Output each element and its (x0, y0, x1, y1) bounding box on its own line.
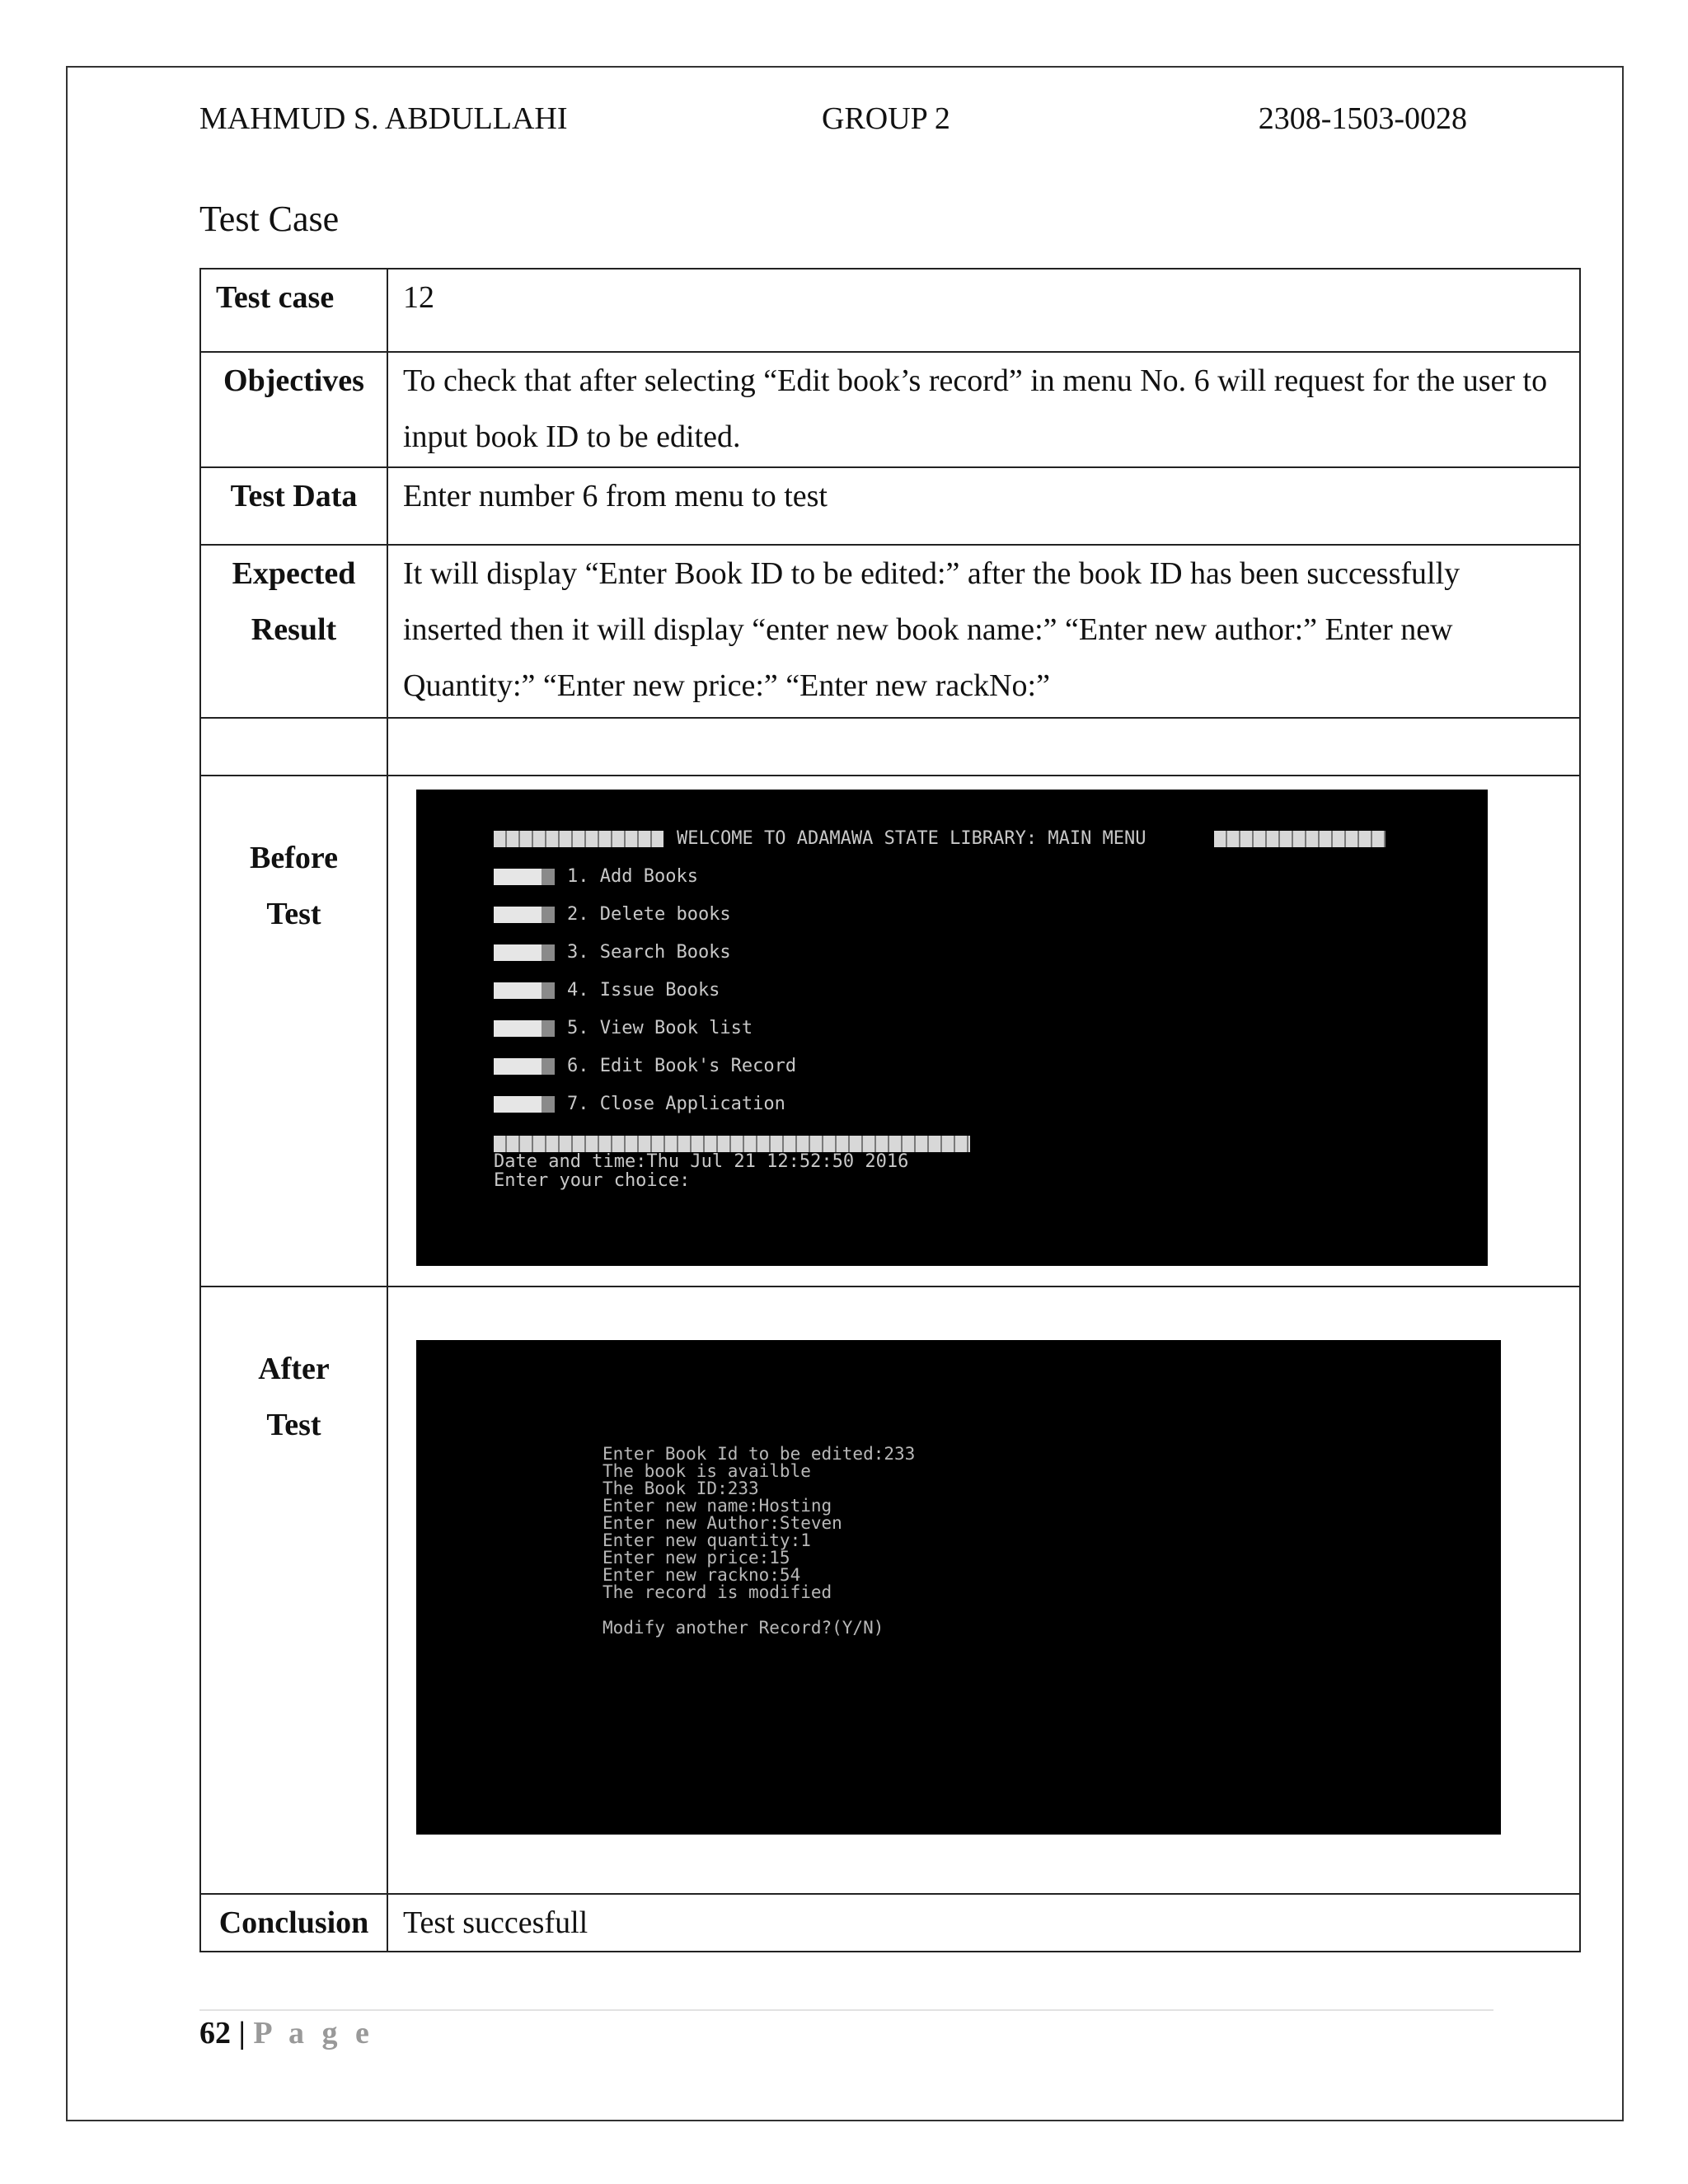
title-bar-right (1214, 831, 1386, 847)
row-before-test (200, 776, 1580, 1286)
student-id: 2308-1503-0028 (1258, 101, 1467, 136)
console-line: Enter new Author:Steven (603, 1513, 842, 1533)
page-header (199, 101, 1467, 140)
menu-bullet (494, 944, 555, 961)
empty-value-cell (387, 718, 1580, 776)
row-after-test (200, 1286, 1580, 1894)
expected-label-line1: Expected (232, 556, 356, 591)
objectives-label: Objectives (200, 352, 387, 467)
menu-item-close-application: 7. Close Application (567, 1094, 785, 1114)
test-case-table (199, 268, 1581, 1952)
menu-bullet (494, 907, 555, 923)
menu-item-delete-books: 2. Delete books (567, 904, 731, 925)
modify-another-prompt: Modify another Record?(Y/N) (603, 1618, 884, 1638)
page-label: P a g e (253, 2016, 374, 2050)
after-console-screenshot (416, 1340, 1501, 1835)
after-label-line1: After (258, 1352, 330, 1386)
row-objectives (200, 352, 1580, 467)
console-line: Enter new quantity:1 (603, 1530, 811, 1550)
expected-result-value: It will display “Enter Book ID to be edited:” after the book ID has been successfully inserted then it will display “enter new book name:” “Enter new author:” Enter new Quantity:” “Enter new price:” “Enter new rackNo:” (387, 545, 1580, 718)
test-data-label: Test Data (200, 467, 387, 545)
menu-item-add-books: 1. Add Books (567, 866, 698, 887)
conclusion-label: Conclusion (200, 1894, 387, 1952)
menu-bullet (494, 1058, 555, 1075)
menu-bullet (494, 869, 555, 885)
menu-item-edit-record: 6. Edit Book's Record (567, 1056, 797, 1076)
menu-item-issue-books: 4. Issue Books (567, 980, 720, 1001)
bottom-bar (494, 1136, 970, 1152)
empty-label-cell (200, 718, 387, 776)
row-conclusion (200, 1894, 1580, 1952)
expected-label-line2: Result (251, 612, 337, 647)
objectives-value: To check that after selecting “Edit book’s record” in menu No. 6 will request for the user to input book ID to be edited. (387, 352, 1580, 467)
row-expected-result (200, 545, 1580, 718)
test-data-value: Enter number 6 from menu to test (387, 467, 1580, 545)
before-console-screenshot (416, 790, 1488, 1266)
before-label-line2: Test (266, 897, 321, 931)
footer-separator: | (238, 2016, 246, 2050)
section-title: Test Case (199, 199, 340, 239)
before-test-label (200, 776, 387, 1286)
menu-bullet (494, 1020, 555, 1037)
footer-divider (199, 2009, 1493, 2011)
console-line: Enter new name:Hosting (603, 1496, 832, 1516)
menu-title: WELCOME TO ADAMAWA STATE LIBRARY: MAIN MENU (677, 828, 1146, 849)
menu-item-view-book-list: 5. View Book list (567, 1018, 753, 1038)
datetime-line: Date and time:Thu Jul 21 12:52:50 2016 (494, 1151, 909, 1172)
console-line: The record is modified (603, 1582, 832, 1602)
menu-bullet (494, 982, 555, 999)
author-name: MAHMUD S. ABDULLAHI (199, 101, 568, 136)
before-label-line1: Before (250, 841, 338, 875)
conclusion-value: Test succesfull (387, 1894, 1580, 1952)
test-case-label: Test case (200, 269, 387, 352)
console-line: Enter new price:15 (603, 1548, 790, 1568)
console-line: Enter new rackno:54 (603, 1565, 801, 1585)
console-line: Enter Book Id to be edited:233 (603, 1444, 916, 1464)
test-case-value: 12 (387, 269, 1580, 352)
before-test-screenshot-cell (387, 776, 1580, 1286)
row-test-data (200, 467, 1580, 545)
after-test-screenshot-cell (387, 1286, 1580, 1894)
menu-bullet (494, 1096, 555, 1113)
after-label-line2: Test (266, 1408, 321, 1442)
row-test-case (200, 269, 1580, 352)
group-label: GROUP 2 (822, 101, 950, 136)
choice-prompt: Enter your choice: (494, 1170, 691, 1191)
row-empty (200, 718, 1580, 776)
console-line: The book is availble (603, 1461, 811, 1481)
page-footer (199, 2015, 374, 2051)
after-test-label (200, 1286, 387, 1894)
expected-result-label (200, 545, 387, 718)
menu-item-search-books: 3. Search Books (567, 942, 731, 963)
title-bar-left (494, 831, 663, 847)
page-number: 62 (199, 2016, 231, 2050)
console-line: The Book ID:233 (603, 1479, 759, 1498)
